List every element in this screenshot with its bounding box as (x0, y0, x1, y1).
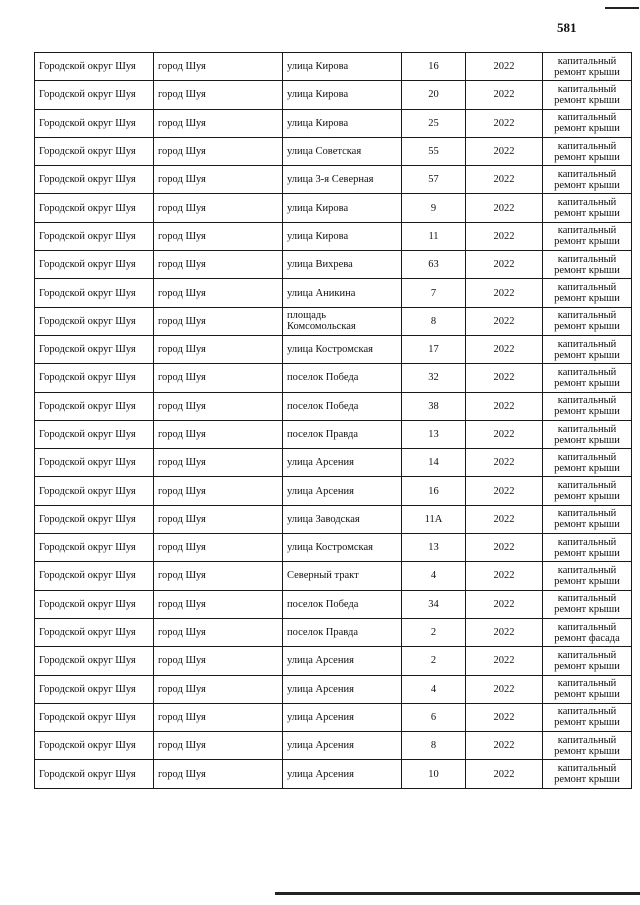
district-cell: Городской округ Шуя (35, 364, 154, 392)
house-number-cell: 2 (402, 647, 466, 675)
house-number-cell: 8 (402, 732, 466, 760)
city-cell: город Шуя (154, 307, 283, 335)
year-cell: 2022 (466, 53, 543, 81)
district-cell: Городской округ Шуя (35, 307, 154, 335)
district-cell: Городской округ Шуя (35, 81, 154, 109)
house-number-cell: 25 (402, 109, 466, 137)
work-type-cell: капитальный ремонт крыши (543, 335, 632, 363)
street-cell: поселок Победа (283, 392, 402, 420)
street-cell: улица Кирова (283, 53, 402, 81)
district-cell: Городской округ Шуя (35, 449, 154, 477)
street-cell: поселок Правда (283, 618, 402, 646)
street-cell: улица Кирова (283, 109, 402, 137)
work-type-cell: капитальный ремонт крыши (543, 477, 632, 505)
city-cell: город Шуя (154, 364, 283, 392)
year-cell: 2022 (466, 675, 543, 703)
year-cell: 2022 (466, 109, 543, 137)
year-cell: 2022 (466, 81, 543, 109)
street-cell: поселок Правда (283, 420, 402, 448)
work-type-cell: капитальный ремонт крыши (543, 194, 632, 222)
work-type-cell: капитальный ремонт крыши (543, 675, 632, 703)
city-cell: город Шуя (154, 420, 283, 448)
year-cell: 2022 (466, 590, 543, 618)
house-number-cell: 20 (402, 81, 466, 109)
street-cell: Северный тракт (283, 562, 402, 590)
table-row (35, 618, 632, 646)
table-row (35, 222, 632, 250)
street-cell: улица 3-я Северная (283, 166, 402, 194)
house-number-cell: 10 (402, 760, 466, 788)
year-cell: 2022 (466, 137, 543, 165)
city-cell: город Шуя (154, 760, 283, 788)
district-cell: Городской округ Шуя (35, 279, 154, 307)
year-cell: 2022 (466, 562, 543, 590)
year-cell: 2022 (466, 647, 543, 675)
year-cell: 2022 (466, 420, 543, 448)
city-cell: город Шуя (154, 675, 283, 703)
table-row (35, 109, 632, 137)
work-type-cell: капитальный ремонт крыши (543, 647, 632, 675)
street-cell: улица Арсения (283, 449, 402, 477)
work-type-cell: капитальный ремонт фасада (543, 618, 632, 646)
city-cell: город Шуя (154, 137, 283, 165)
street-cell: улица Арсения (283, 675, 402, 703)
work-type-cell: капитальный ремонт крыши (543, 505, 632, 533)
house-number-cell: 14 (402, 449, 466, 477)
house-number-cell: 4 (402, 675, 466, 703)
city-cell: город Шуя (154, 194, 283, 222)
city-cell: город Шуя (154, 505, 283, 533)
table-row (35, 194, 632, 222)
district-cell: Городской округ Шуя (35, 392, 154, 420)
house-number-cell: 13 (402, 420, 466, 448)
table-row (35, 647, 632, 675)
work-type-cell: капитальный ремонт крыши (543, 534, 632, 562)
year-cell: 2022 (466, 760, 543, 788)
street-cell: улица Арсения (283, 703, 402, 731)
city-cell: город Шуя (154, 590, 283, 618)
street-cell: улица Арсения (283, 760, 402, 788)
work-type-cell: капитальный ремонт крыши (543, 222, 632, 250)
year-cell: 2022 (466, 251, 543, 279)
table-row (35, 81, 632, 109)
street-cell: площадь Комсомольская (283, 307, 402, 335)
table-row (35, 392, 632, 420)
year-cell: 2022 (466, 703, 543, 731)
work-type-cell: капитальный ремонт крыши (543, 81, 632, 109)
table-row (35, 760, 632, 788)
year-cell: 2022 (466, 279, 543, 307)
table-row (35, 307, 632, 335)
table-row (35, 477, 632, 505)
table-row (35, 534, 632, 562)
house-number-cell: 16 (402, 477, 466, 505)
work-type-cell: капитальный ремонт крыши (543, 109, 632, 137)
work-type-cell: капитальный ремонт крыши (543, 53, 632, 81)
district-cell: Городской округ Шуя (35, 590, 154, 618)
work-type-cell: капитальный ремонт крыши (543, 251, 632, 279)
street-cell: улица Заводская (283, 505, 402, 533)
repair-registry-table (34, 52, 632, 789)
street-cell: улица Вихрева (283, 251, 402, 279)
house-number-cell: 11А (402, 505, 466, 533)
city-cell: город Шуя (154, 392, 283, 420)
page-number: 581 (557, 20, 577, 35)
city-cell: город Шуя (154, 477, 283, 505)
city-cell: город Шуя (154, 222, 283, 250)
city-cell: город Шуя (154, 166, 283, 194)
city-cell: город Шуя (154, 335, 283, 363)
work-type-cell: капитальный ремонт крыши (543, 364, 632, 392)
house-number-cell: 57 (402, 166, 466, 194)
work-type-cell: капитальный ремонт крыши (543, 590, 632, 618)
house-number-cell: 13 (402, 534, 466, 562)
district-cell: Городской округ Шуя (35, 335, 154, 363)
district-cell: Городской округ Шуя (35, 109, 154, 137)
year-cell: 2022 (466, 477, 543, 505)
city-cell: город Шуя (154, 732, 283, 760)
year-cell: 2022 (466, 335, 543, 363)
work-type-cell: капитальный ремонт крыши (543, 166, 632, 194)
work-type-cell: капитальный ремонт крыши (543, 703, 632, 731)
year-cell: 2022 (466, 307, 543, 335)
house-number-cell: 9 (402, 194, 466, 222)
work-type-cell: капитальный ремонт крыши (543, 307, 632, 335)
table-row (35, 590, 632, 618)
work-type-cell: капитальный ремонт крыши (543, 420, 632, 448)
district-cell: Городской округ Шуя (35, 166, 154, 194)
city-cell: город Шуя (154, 534, 283, 562)
table-row (35, 251, 632, 279)
street-cell: улица Арсения (283, 732, 402, 760)
house-number-cell: 55 (402, 137, 466, 165)
table-row (35, 166, 632, 194)
district-cell: Городской округ Шуя (35, 534, 154, 562)
table-row (35, 137, 632, 165)
city-cell: город Шуя (154, 279, 283, 307)
year-cell: 2022 (466, 449, 543, 477)
house-number-cell: 17 (402, 335, 466, 363)
street-cell: улица Аникина (283, 279, 402, 307)
city-cell: город Шуя (154, 251, 283, 279)
year-cell: 2022 (466, 618, 543, 646)
district-cell: Городской округ Шуя (35, 251, 154, 279)
house-number-cell: 32 (402, 364, 466, 392)
city-cell: город Шуя (154, 618, 283, 646)
street-cell: улица Костромская (283, 335, 402, 363)
district-cell: Городской округ Шуя (35, 618, 154, 646)
district-cell: Городской округ Шуя (35, 760, 154, 788)
house-number-cell: 2 (402, 618, 466, 646)
work-type-cell: капитальный ремонт крыши (543, 562, 632, 590)
house-number-cell: 34 (402, 590, 466, 618)
street-cell: улица Кирова (283, 194, 402, 222)
city-cell: город Шуя (154, 562, 283, 590)
work-type-cell: капитальный ремонт крыши (543, 760, 632, 788)
table-row (35, 364, 632, 392)
street-cell: улица Костромская (283, 534, 402, 562)
district-cell: Городской округ Шуя (35, 505, 154, 533)
table-row (35, 335, 632, 363)
city-cell: город Шуя (154, 81, 283, 109)
table-row (35, 732, 632, 760)
district-cell: Городской округ Шуя (35, 675, 154, 703)
bottom-rule (275, 892, 640, 895)
year-cell: 2022 (466, 534, 543, 562)
house-number-cell: 7 (402, 279, 466, 307)
work-type-cell: капитальный ремонт крыши (543, 392, 632, 420)
street-cell: улица Советская (283, 137, 402, 165)
street-cell: улица Кирова (283, 81, 402, 109)
year-cell: 2022 (466, 732, 543, 760)
district-cell: Городской округ Шуя (35, 562, 154, 590)
house-number-cell: 4 (402, 562, 466, 590)
district-cell: Городской округ Шуя (35, 647, 154, 675)
table-row (35, 562, 632, 590)
city-cell: город Шуя (154, 647, 283, 675)
table-row (35, 449, 632, 477)
street-cell: поселок Победа (283, 364, 402, 392)
district-cell: Городской округ Шуя (35, 194, 154, 222)
city-cell: город Шуя (154, 109, 283, 137)
city-cell: город Шуя (154, 53, 283, 81)
district-cell: Городской округ Шуя (35, 53, 154, 81)
house-number-cell: 8 (402, 307, 466, 335)
house-number-cell: 63 (402, 251, 466, 279)
year-cell: 2022 (466, 505, 543, 533)
street-cell: поселок Победа (283, 590, 402, 618)
work-type-cell: капитальный ремонт крыши (543, 449, 632, 477)
table-row (35, 420, 632, 448)
district-cell: Городской округ Шуя (35, 477, 154, 505)
district-cell: Городской округ Шуя (35, 703, 154, 731)
table-row (35, 505, 632, 533)
year-cell: 2022 (466, 194, 543, 222)
top-rule (605, 7, 639, 9)
street-cell: улица Кирова (283, 222, 402, 250)
work-type-cell: капитальный ремонт крыши (543, 279, 632, 307)
house-number-cell: 11 (402, 222, 466, 250)
table-row (35, 703, 632, 731)
table-row (35, 279, 632, 307)
house-number-cell: 6 (402, 703, 466, 731)
table-row (35, 53, 632, 81)
table-body (35, 53, 632, 789)
year-cell: 2022 (466, 222, 543, 250)
city-cell: город Шуя (154, 449, 283, 477)
district-cell: Городской округ Шуя (35, 137, 154, 165)
house-number-cell: 16 (402, 53, 466, 81)
street-cell: улица Арсения (283, 477, 402, 505)
district-cell: Городской округ Шуя (35, 420, 154, 448)
street-cell: улица Арсения (283, 647, 402, 675)
year-cell: 2022 (466, 166, 543, 194)
district-cell: Городской округ Шуя (35, 222, 154, 250)
work-type-cell: капитальный ремонт крыши (543, 732, 632, 760)
year-cell: 2022 (466, 392, 543, 420)
house-number-cell: 38 (402, 392, 466, 420)
year-cell: 2022 (466, 364, 543, 392)
work-type-cell: капитальный ремонт крыши (543, 137, 632, 165)
table-row (35, 675, 632, 703)
district-cell: Городской округ Шуя (35, 732, 154, 760)
city-cell: город Шуя (154, 703, 283, 731)
